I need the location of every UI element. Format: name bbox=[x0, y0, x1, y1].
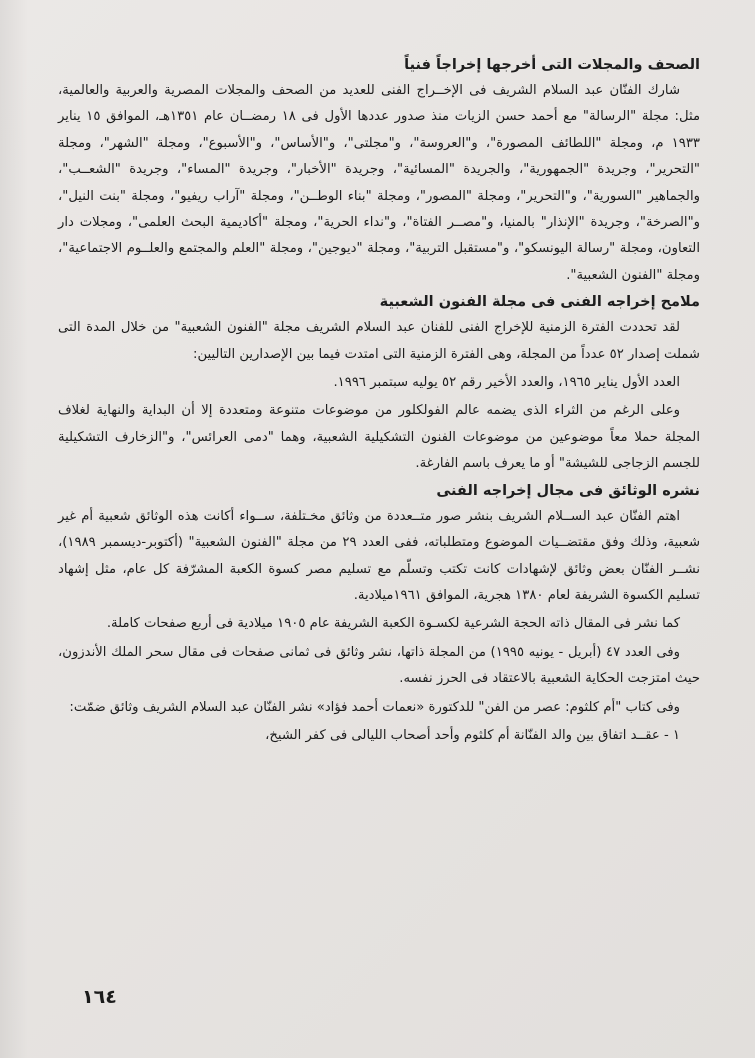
paragraph: شارك الفنّان عبد السلام الشريف فى الإخــراج الفنى للعديد من الصحف والمجلات المصرية والعربية والعالمية، مثل: مجلة "الرسالة" مع أحمد حسن الزيات منذ صدور عددها الأول فى ١٨ رمضــان عام ١٣٥١هـ، الموافق ١٥ يناير ١٩٣٣ م، ومجلة "اللطائف المصورة"، و"العروسة"، و"مجلتى"، و"الأساس"، و"الأسبوع"، ومجلة "الشهر"، ومجلة "التحرير"، وجريدة "الجمهورية"، والجريدة "المسائية"، وجريدة "الأخبار"، وجريدة "المساء"، وجريدة "الشعــب"، والجماهير "السورية"، و"التحرير"، ومجلة "المصور"، ومجلة "بناء الوطــن"، ومجلة "آراب ريفيو"، ومجلة "بنت النيل"، و"الصرخة"، وجريدة "الإنذار" بالمنيا، و"مصــر الفتاة"، و"نداء الحرية"، ومجلة "أكاديمية البحث العلمى"، ومجلات دار التعاون، ومجلة "رسالة اليونسكو"، و"مستقبل التربية"، ومجلة "ديوجين"، ومجلة "العلم والمجتمع والعلــوم الاجتماعية"، ومجلة "الفنون الشعبية". bbox=[58, 83, 701, 283]
section-heading-documents: نشره الوثائق فى مجال إخراجه الفنى bbox=[436, 482, 700, 499]
paragraph: العدد الأول يناير ١٩٦٥، والعدد الأخير رقم ٥٢ يوليه سبتمبر ١٩٩٦. bbox=[333, 375, 680, 391]
paragraph: لقد تحددت الفترة الزمنية للإخراج الفنى للفنان عبد السلام الشريف مجلة "الفنون الشعبية" من خلال المدة التى شملت إصدار ٥٢ عدداً من المجلة، وهى الفترة الزمنية التى امتدت فيما بين الإصدارين التاليين: bbox=[58, 320, 700, 362]
paragraph: كما نشر فى المقال ذاته الحجة الشرعية لكسـوة الكعبة الشريفة عام ١٩٠٥ ميلادية فى أربع صفحات كاملة. bbox=[106, 616, 680, 632]
text-column bbox=[58, 52, 700, 749]
section-heading-newspapers: الصحف والمجلات التى أخرجها إخراجاً فنياً bbox=[404, 57, 700, 73]
section-heading-folk-arts-magazine: ملامح إخراجه الفنى فى مجلة الفنون الشعبية bbox=[379, 294, 700, 311]
paragraph: وفى العدد ٤٧ (أبريل - يونيه ١٩٩٥) من المجلة ذاتها، نشر وثائق فى ثمانى صفحات فى مقال سحر الملك الأندزون، حيث امتزجت الحكاية الشعبية بالاعتقاد فى الحرز نفسه. bbox=[58, 644, 700, 687]
paragraph: ١ - عقــد اتفاق بين والد الفنّانة أم كلثوم وأحد أصحاب الليالى فى كفر الشيخ، bbox=[265, 727, 680, 743]
paragraph: اهتم الفنّان عبد الســلام الشريف بنشر صور متــعددة من وثائق مخـتلفة، ســواء أكانت هذه الوثائق شعبية أم غير شعبية، وذلك وفق مقتضــيات الموضوع ومتطلباته، ففى العدد ٢٩ من مجلة "الفنون الشعبية" (أكتوبر-ديسمبر ١٩٨٩)، نشــر الفنّان بعض وثائق لإشهادات كانت تكتب وتسلّم مع تسليم مصر كسوة الكعبة المشرّفة كل عام، مثل إشهاد تسليم الكسوة الشريفة لعام ١٣٨٠ هجرية، الموافق ١٩٦١ميلادية. bbox=[58, 508, 700, 603]
paragraph: وفى كتاب "أم كلثوم: عصر من الفن" للدكتورة «نعمات أحمد فؤاد» نشر الفنّان عبد السلام الشريف وثائق ضمّت: bbox=[69, 699, 680, 715]
page-number: ١٦٤ bbox=[82, 986, 117, 1008]
paragraph: وعلى الرغم من الثراء الذى يضمه عالم الفولكلور من موضوعات متنوعة ومتعددة إلا أن البداية والنهاية لغلاف المجلة حملا معاً موضوعين من موضوعات الفنون التشكيلية الشعبية، وهما "دمى العرائس"، و"الزخارف التشكيلية للجسم الزجاجى للشيشة" أو ما يعرف باسم الفارغة. bbox=[58, 403, 700, 472]
